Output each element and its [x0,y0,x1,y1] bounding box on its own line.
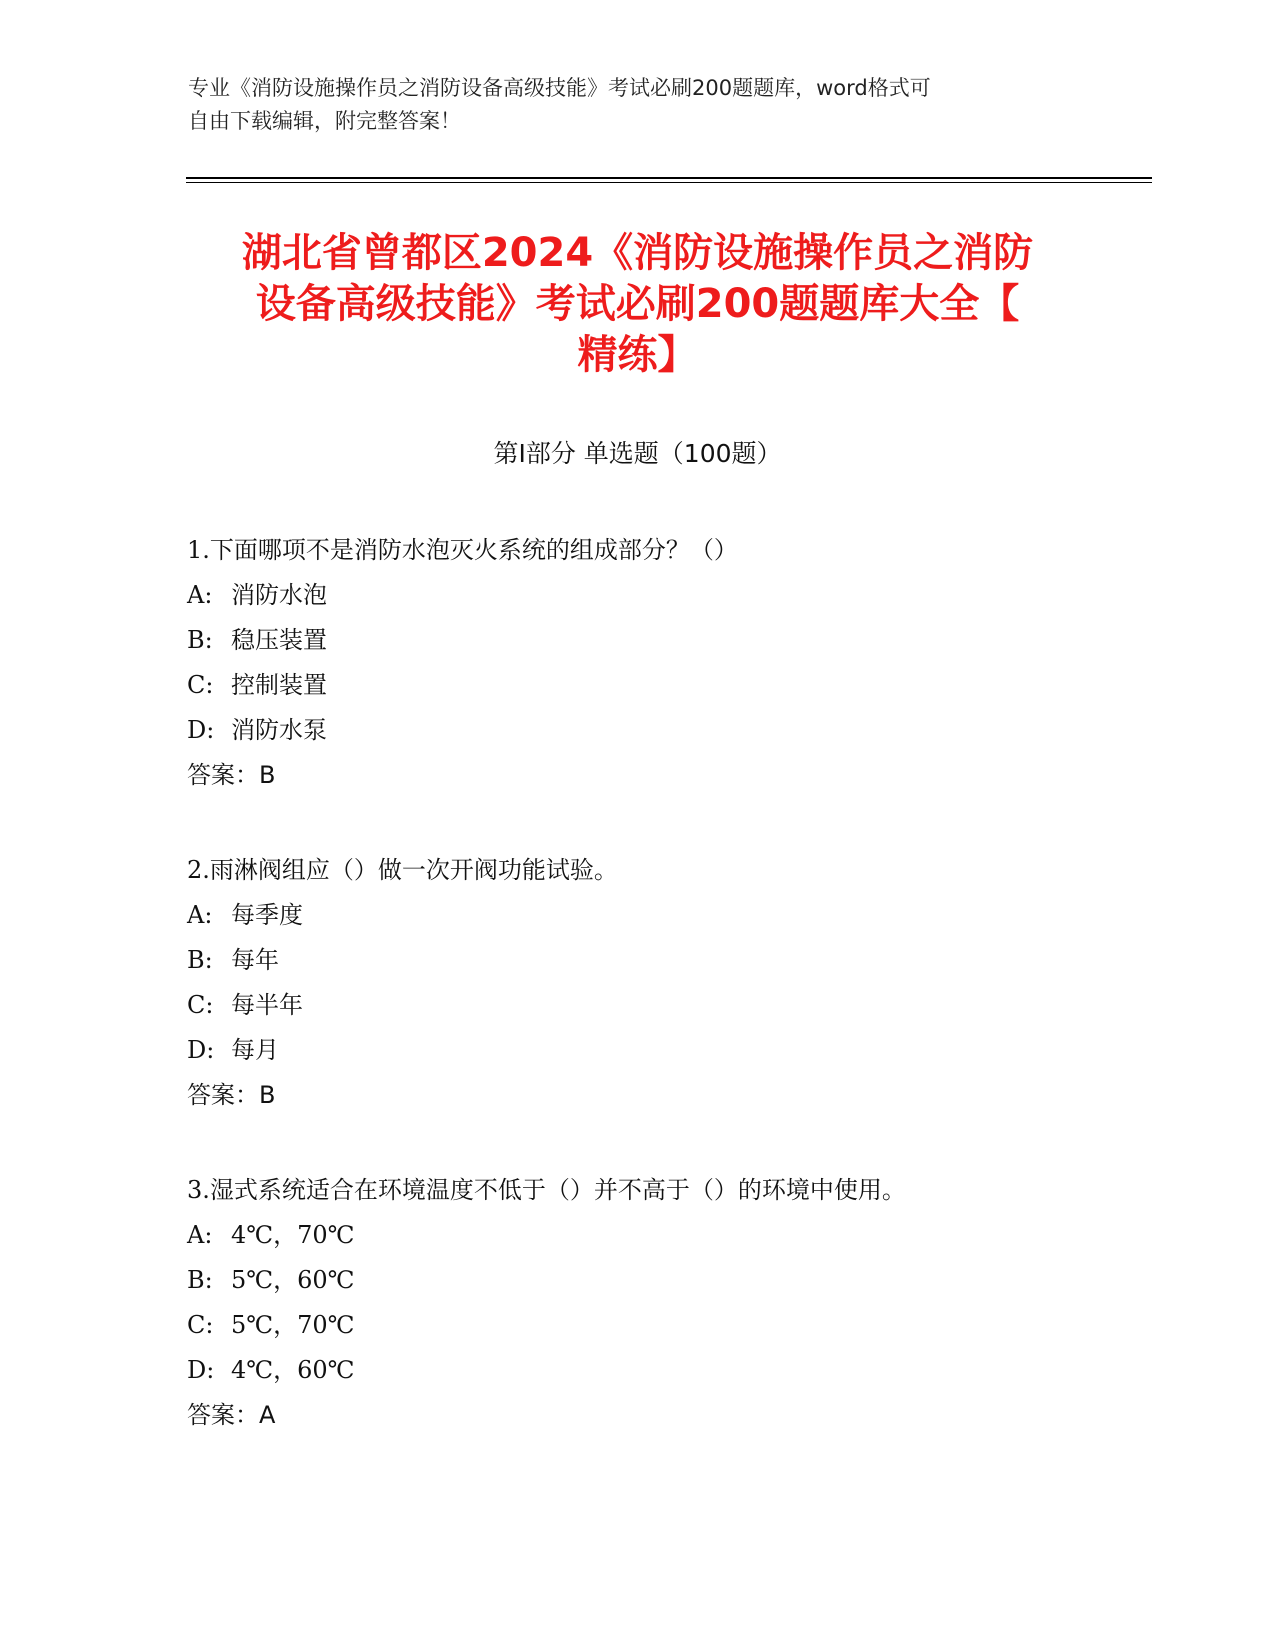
option-text: 消防水泵 [231,716,327,744]
header-note-line-1: 专业《消防设施操作员之消防设备高级技能》考试必刷200题题库，word格式可 [188,76,931,100]
question-stem: 2.雨淋阀组应（）做一次开阀功能试验。 [187,856,618,884]
option-text: 稳压装置 [231,626,327,654]
header-note-line-2: 自由下载编辑，附完整答案！ [188,109,461,133]
option-a [187,573,1147,618]
question-stem: 3.湿式系统适合在环境温度不低于（）并不高于（）的环境中使用。 [187,1176,906,1204]
document-title [170,228,1105,381]
option-text: 每季度 [231,901,303,929]
option-letter: C: [187,991,214,1019]
header-divider-thin [186,182,1152,183]
option-text: 5℃，70℃ [231,1311,355,1339]
option-b [187,1258,1147,1303]
option-letter: B: [187,1266,213,1294]
section-heading: 第Ⅰ部分 单选题（100题） [493,439,782,468]
question-3 [187,1168,1147,1438]
option-letter: A: [187,1221,213,1249]
option-c [187,983,1147,1028]
answer-line: 答案：B [187,1081,276,1109]
option-letter: D: [187,716,215,744]
option-text: 4℃，70℃ [231,1221,355,1249]
option-text: 每半年 [231,991,303,1019]
option-text: 每年 [231,946,279,974]
option-letter: C: [187,671,214,699]
question-stem: 1.下面哪项不是消防水泡灭火系统的组成部分？（） [187,536,738,564]
option-letter: A: [187,901,213,929]
option-letter: A: [187,581,213,609]
option-letter: D: [187,1036,215,1064]
header-divider-thick [186,177,1152,179]
document-title-line-3: 精练】 [577,332,698,378]
header-note [188,72,1068,138]
option-c [187,663,1147,708]
option-text: 每月 [231,1036,279,1064]
document-title-line-1: 湖北省曾都区2024《消防设施操作员之消防 [241,230,1034,276]
answer-line: 答案：A [187,1401,276,1429]
option-b [187,618,1147,663]
question-1 [187,528,1147,798]
answer-line: 答案：B [187,761,276,789]
option-a [187,1213,1147,1258]
option-text: 5℃，60℃ [231,1266,355,1294]
option-b [187,938,1147,983]
option-c [187,1303,1147,1348]
option-d [187,1028,1147,1073]
option-text: 控制装置 [231,671,327,699]
option-d [187,1348,1147,1393]
option-text: 消防水泡 [231,581,327,609]
option-letter: B: [187,626,213,654]
option-d [187,708,1147,753]
question-2 [187,848,1147,1118]
option-a [187,893,1147,938]
option-letter: C: [187,1311,214,1339]
option-letter: D: [187,1356,215,1384]
option-letter: B: [187,946,213,974]
document-title-line-2: 设备高级技能》考试必刷200题题库大全【 [255,281,1020,327]
option-text: 4℃，60℃ [231,1356,355,1384]
